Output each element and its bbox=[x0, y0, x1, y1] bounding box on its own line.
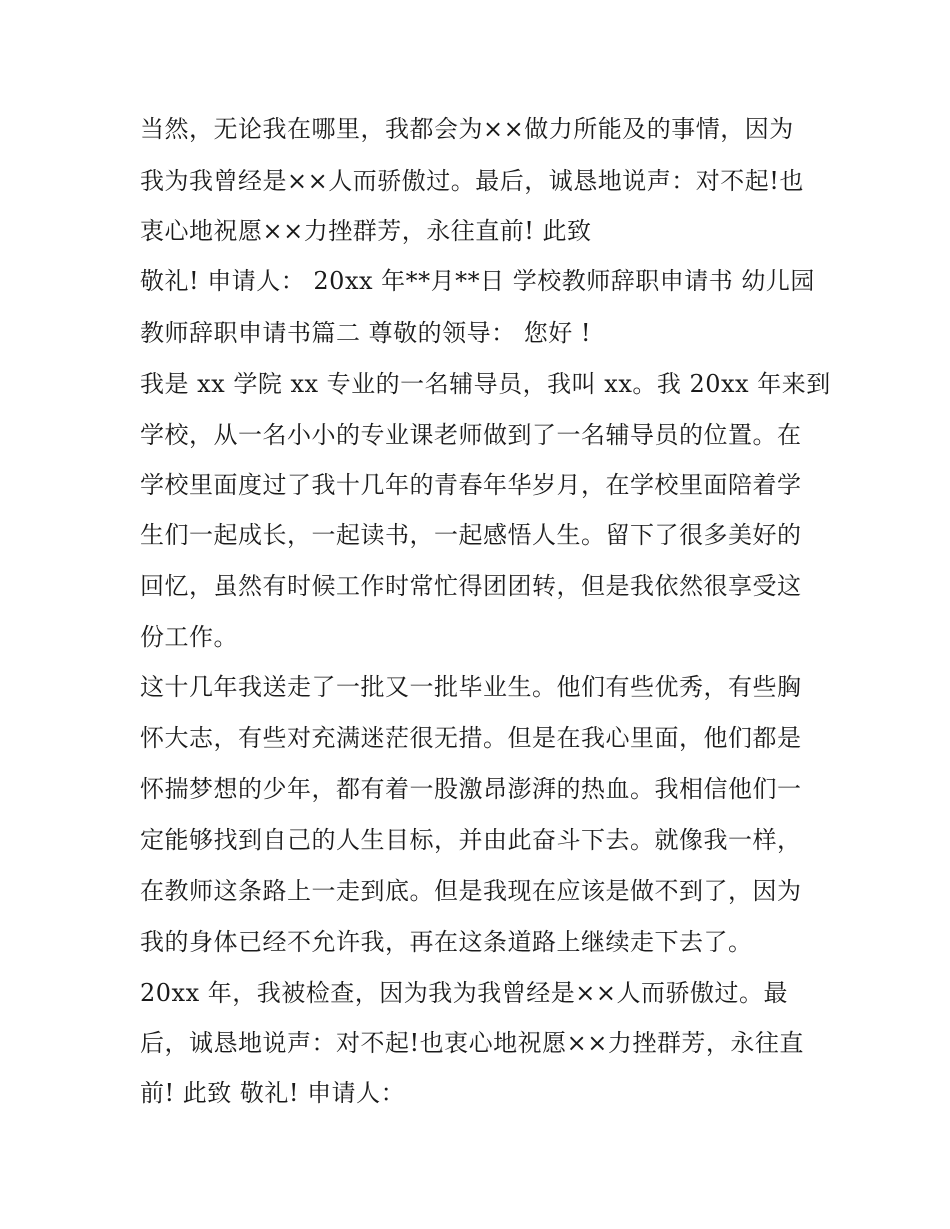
text-line: 敬礼! 申请人： 20xx 年**月**日 学校教师辞职申请书 幼儿园 bbox=[140, 267, 815, 295]
text-line: 生们一起成长，一起读书，一起感悟人生。留下了很多美好的 bbox=[140, 521, 802, 549]
text-line: 怀大志，有些对充满迷茫很无措。但是在我心里面，他们都是 bbox=[140, 724, 802, 752]
text-line: 我是 xx 学院 xx 专业的一名辅导员，我叫 xx。我 20xx 年来到 bbox=[140, 370, 831, 398]
text-line: 定能够找到自己的人生目标，并由此奋斗下去。就像我一样， bbox=[140, 826, 802, 854]
text-line: 份工作。 bbox=[140, 623, 238, 651]
text-line: 20xx 年，我被检查，因为我为我曾经是××人而骄傲过。最 bbox=[140, 979, 788, 1007]
text-line: 怀揣梦想的少年，都有着一股激昂澎湃的热血。我相信他们一 bbox=[140, 775, 802, 803]
text-line: 当然，无论我在哪里，我都会为××做力所能及的事情，因为 bbox=[140, 115, 794, 143]
text-line: 学校里面度过了我十几年的青春年华岁月，在学校里面陪着学 bbox=[140, 471, 802, 499]
text-line: 回忆，虽然有时候工作时常忙得团团转，但是我依然很享受这 bbox=[140, 572, 802, 600]
text-line: 这十几年我送走了一批又一批毕业生。他们有些优秀，有些胸 bbox=[140, 673, 802, 701]
text-line: 后，诚恳地说声：对不起!也衷心地祝愿××力挫群芳，永往直 bbox=[140, 1029, 804, 1057]
text-line: 学校，从一名小小的专业课老师做到了一名辅导员的位置。在 bbox=[140, 421, 802, 449]
text-line: 前! 此致 敬礼! 申请人： bbox=[140, 1079, 406, 1107]
text-line: 教师辞职申请书篇二 尊敬的领导： 您好 ! bbox=[140, 319, 592, 347]
text-line: 在教师这条路上一走到底。但是我现在应该是做不到了，因为 bbox=[140, 877, 802, 905]
text-line: 衷心地祝愿××力挫群芳，永往直前! 此致 bbox=[140, 217, 592, 245]
text-line: 我为我曾经是××人而骄傲过。最后，诚恳地说声：对不起!也 bbox=[140, 167, 804, 195]
text-line: 我的身体已经不允许我，再在这条道路上继续走下去了。 bbox=[140, 928, 753, 956]
